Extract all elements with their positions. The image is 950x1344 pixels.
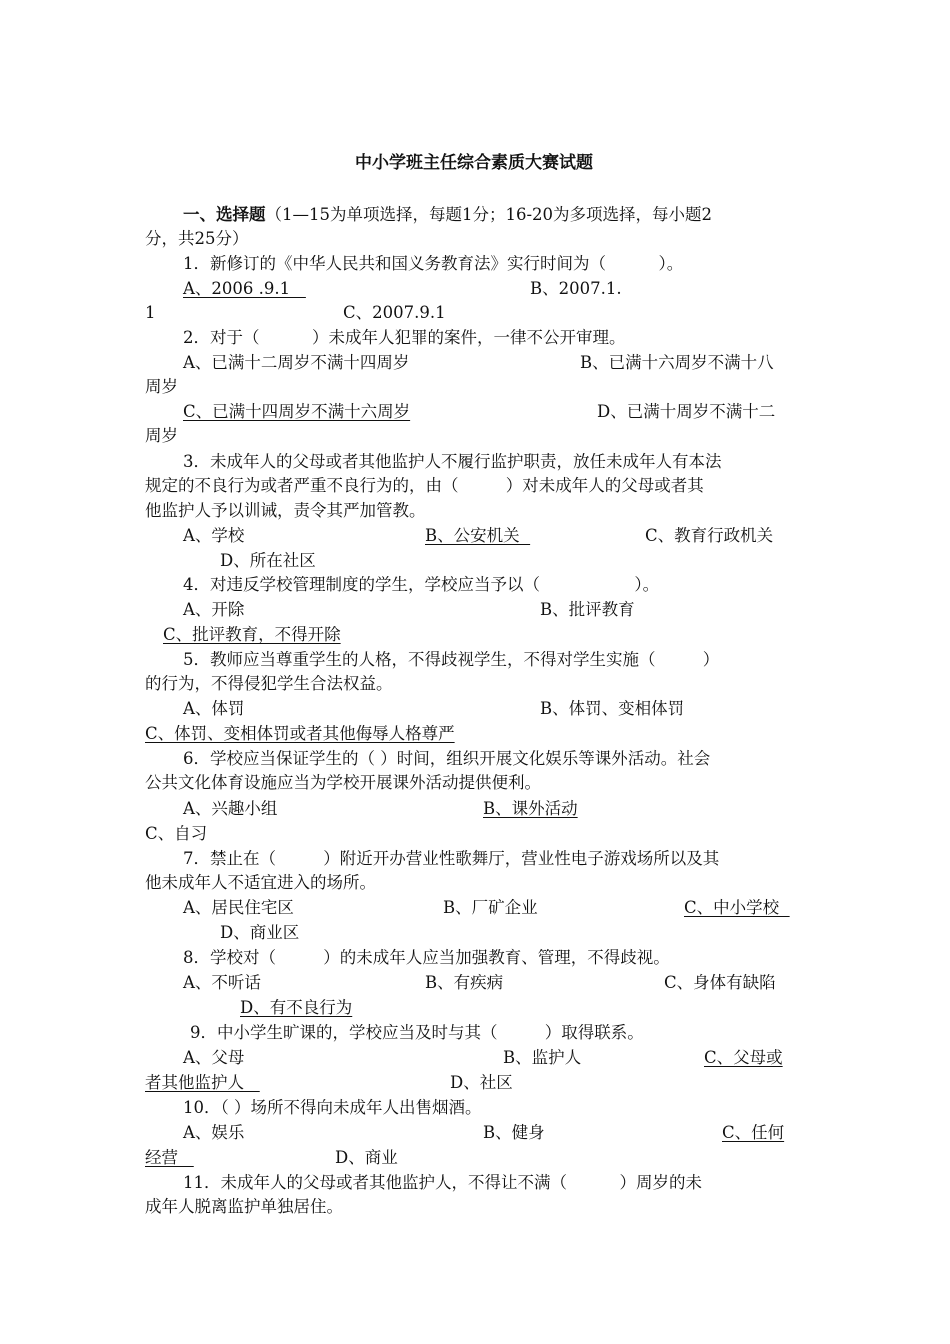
q2-option-b: B、已满十六周岁不满十八: [580, 353, 774, 372]
q10-option-d: D、商业: [335, 1148, 398, 1167]
page-title: 中小学班主任综合素质大赛试题: [355, 153, 593, 173]
q9-stem: 9．中小学生旷课的，学校应当及时与其（ ）取得联系。: [190, 1023, 644, 1042]
q2-option-b-wrap: 周岁: [145, 377, 178, 396]
q7-option-d: D、商业区: [220, 923, 300, 942]
q4-option-c: C、批评教育，不得开除: [163, 625, 341, 644]
section-heading: 一、选择题: [183, 205, 266, 224]
q8-option-d: D、有不良行为: [240, 998, 353, 1017]
q3-option-c: C、教育行政机关: [645, 526, 774, 545]
q3-option-d: D、所在社区: [220, 551, 316, 570]
q9-option-c-wrap: 者其他监护人: [145, 1073, 260, 1092]
q5-option-a: A、体罚: [183, 699, 245, 718]
q5-option-c: C、体罚、变相体罚或者其他侮辱人格尊严: [145, 724, 455, 743]
q8-option-c: C、身体有缺陷: [664, 973, 776, 992]
q10-stem: 10．（ ）场所不得向未成年人出售烟酒。: [183, 1098, 482, 1117]
q10-option-a: A、娱乐: [183, 1123, 245, 1142]
q10-option-b: B、健身: [483, 1123, 545, 1142]
q2-option-a: A、已满十二周岁不满十四周岁: [183, 353, 410, 372]
q5-option-b: B、体罚、变相体罚: [540, 699, 685, 718]
q10-option-c: C、任何: [722, 1123, 785, 1142]
section-heading-line: [183, 203, 712, 227]
q1-option-c: C、2007.9.1: [343, 303, 446, 322]
section-note-cont: 分，共25分）: [145, 229, 249, 248]
q7-option-c: C、中小学校: [684, 898, 790, 917]
q11-stem-line1: 11．未成年人的父母或者其他监护人，不得让不满（ ）周岁的未: [183, 1173, 702, 1192]
q2-option-c: C、已满十四周岁不满十六周岁: [183, 402, 411, 421]
q6-stem-line1: 6．学校应当保证学生的（ ）时间，组织开展文化娱乐等课外活动。社会: [183, 749, 711, 768]
q5-stem-line1: 5．教师应当尊重学生的人格，不得歧视学生，不得对学生实施（ ）: [183, 650, 720, 669]
q4-stem: 4．对违反学校管理制度的学生，学校应当予以（ ）。: [183, 575, 660, 594]
q8-stem: 8．学校对（ ）的未成年人应当加强教育、管理，不得歧视。: [183, 948, 670, 967]
q6-option-b: B、课外活动: [483, 799, 578, 818]
q2-option-d-wrap: 周岁: [145, 426, 178, 445]
q4-option-b: B、批评教育: [540, 600, 635, 619]
q6-option-a: A、兴趣小组: [183, 799, 278, 818]
q7-option-b: B、厂矿企业: [443, 898, 538, 917]
q6-option-c: C、自习: [145, 824, 208, 843]
q1-option-b-wrap: 1: [145, 303, 156, 322]
q8-option-a: A、不听话: [183, 973, 261, 992]
q2-option-d: D、已满十周岁不满十二: [597, 402, 776, 421]
q9-option-c: C、父母或: [704, 1048, 783, 1067]
q3-stem-line1: 3．未成年人的父母或者其他监护人不履行监护职责，放任未成年人有本法: [183, 452, 722, 471]
q11-stem-line2: 成年人脱离监护单独居住。: [145, 1197, 343, 1216]
q7-stem-line2: 他未成年人不适宜进入的场所。: [145, 873, 376, 892]
q3-stem-line2: 规定的不良行为或者严重不良行为的，由（ ）对未成年人的父母或者其: [145, 476, 704, 495]
q1-option-b: B、2007.1.: [530, 279, 622, 298]
q5-stem-line2: 的行为，不得侵犯学生合法权益。: [145, 674, 393, 693]
q8-option-b: B、有疾病: [425, 973, 504, 992]
q1-option-a: A、2006 .9.1: [183, 279, 306, 298]
q10-option-c-wrap: 经营: [145, 1148, 194, 1167]
q2-stem: 2．对于（ ）未成年人犯罪的案件，一律不公开审理。: [183, 328, 626, 347]
q3-stem-line3: 他监护人予以训诫，责令其严加管教。: [145, 501, 426, 520]
q7-stem-line1: 7．禁止在（ ）附近开办营业性歌舞厅，营业性电子游戏场所以及其: [183, 849, 720, 868]
q3-option-a: A、学校: [183, 526, 245, 545]
q9-option-b: B、监护人: [503, 1048, 582, 1067]
q9-option-d: D、社区: [450, 1073, 513, 1092]
q6-stem-line2: 公共文化体育设施应当为学校开展课外活动提供便利。: [145, 773, 541, 792]
q3-option-b: B、公安机关: [425, 526, 531, 545]
q9-option-a: A、父母: [183, 1048, 245, 1067]
q1-stem: 1．新修订的《中华人民共和国义务教育法》实行时间为（ ）。: [183, 254, 684, 273]
section-note: （1—15为单项选择，每题1分；16-20为多项选择，每小题2: [265, 205, 713, 224]
q7-option-a: A、居民住宅区: [183, 898, 294, 917]
q4-option-a: A、开除: [183, 600, 245, 619]
